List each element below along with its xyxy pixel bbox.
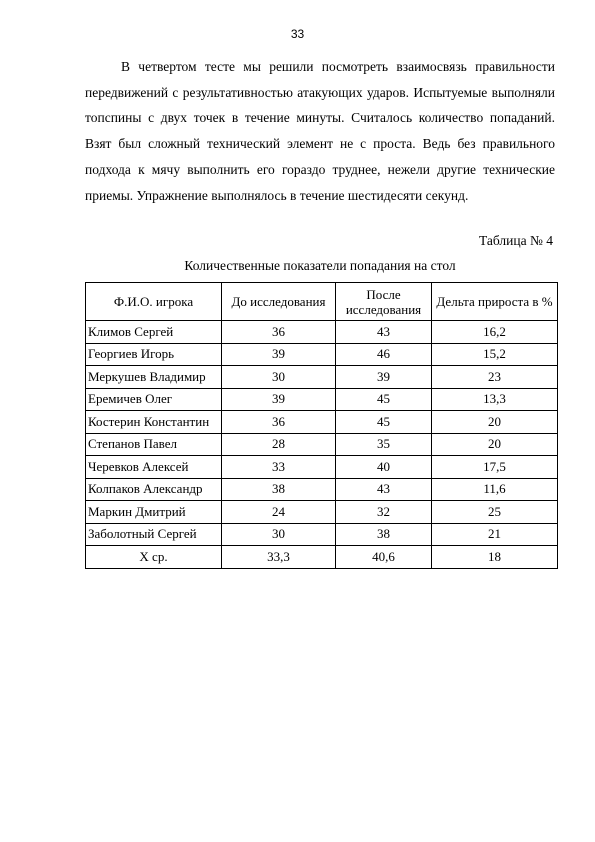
cell-delta: 13,3 [432, 388, 558, 411]
cell-mean-label: Х ср. [86, 546, 222, 569]
cell-after: 39 [336, 366, 432, 389]
table-row [86, 523, 558, 546]
cell-name: Еремичев Олег [86, 388, 222, 411]
cell-delta: 23 [432, 366, 558, 389]
cell-mean-delta: 18 [432, 546, 558, 569]
table-row [86, 433, 558, 456]
cell-name: Георгиев Игорь [86, 343, 222, 366]
results-table [85, 282, 558, 569]
cell-delta: 15,2 [432, 343, 558, 366]
body-paragraph: В четвертом тесте мы решили посмотреть взаимосвязь правильности передвижений с результативностью атакующих ударов. Испытуемые выполняли топспины с двух точек в течение минуты. Считалось количество попаданий. Взят был сложный технический элемент не с проста. Ведь без правильного подхода к мячу выполнить его гораздо труднее, нежели другие технические приемы. Упражнение выполнялось в течение шестидесяти секунд. [85, 59, 555, 203]
cell-name: Степанов Павел [86, 433, 222, 456]
cell-before: 24 [222, 501, 336, 524]
cell-before: 39 [222, 388, 336, 411]
cell-name: Меркушев Владимир [86, 366, 222, 389]
cell-before: 39 [222, 343, 336, 366]
cell-delta: 16,2 [432, 321, 558, 344]
header-after: После исследования [336, 283, 432, 321]
cell-delta: 17,5 [432, 456, 558, 479]
cell-before: 28 [222, 433, 336, 456]
table-mean-row [86, 546, 558, 569]
table-row [86, 388, 558, 411]
cell-name: Маркин Дмитрий [86, 501, 222, 524]
header-before: До исследования [222, 283, 336, 321]
cell-name: Черевков Алексей [86, 456, 222, 479]
table-row [86, 366, 558, 389]
cell-name: Заболотный Сергей [86, 523, 222, 546]
cell-before: 38 [222, 478, 336, 501]
table-title: Количественные показатели попадания на стол [184, 258, 456, 273]
table-row [86, 501, 558, 524]
table-row [86, 343, 558, 366]
cell-name: Климов Сергей [86, 321, 222, 344]
cell-after: 32 [336, 501, 432, 524]
cell-before: 36 [222, 321, 336, 344]
cell-before: 30 [222, 366, 336, 389]
cell-delta: 25 [432, 501, 558, 524]
table-number: Таблица № 4 [479, 233, 553, 248]
table-header-row [86, 283, 558, 321]
cell-after: 43 [336, 478, 432, 501]
cell-after: 40 [336, 456, 432, 479]
cell-mean-after: 40,6 [336, 546, 432, 569]
cell-delta: 21 [432, 523, 558, 546]
cell-delta: 20 [432, 433, 558, 456]
header-delta: Дельта прироста в % [432, 283, 558, 321]
cell-after: 45 [336, 411, 432, 434]
cell-before: 33 [222, 456, 336, 479]
cell-mean-before: 33,3 [222, 546, 336, 569]
cell-name: Колпаков Александр [86, 478, 222, 501]
cell-after: 35 [336, 433, 432, 456]
header-name: Ф.И.О. игрока [86, 283, 222, 321]
table-row [86, 456, 558, 479]
cell-before: 30 [222, 523, 336, 546]
cell-after: 46 [336, 343, 432, 366]
table-row [86, 321, 558, 344]
cell-delta: 20 [432, 411, 558, 434]
cell-delta: 11,6 [432, 478, 558, 501]
table-row [86, 411, 558, 434]
table-row [86, 478, 558, 501]
cell-after: 43 [336, 321, 432, 344]
cell-before: 36 [222, 411, 336, 434]
cell-after: 38 [336, 523, 432, 546]
cell-name: Костерин Константин [86, 411, 222, 434]
cell-after: 45 [336, 388, 432, 411]
page-number: 33 [290, 27, 305, 41]
